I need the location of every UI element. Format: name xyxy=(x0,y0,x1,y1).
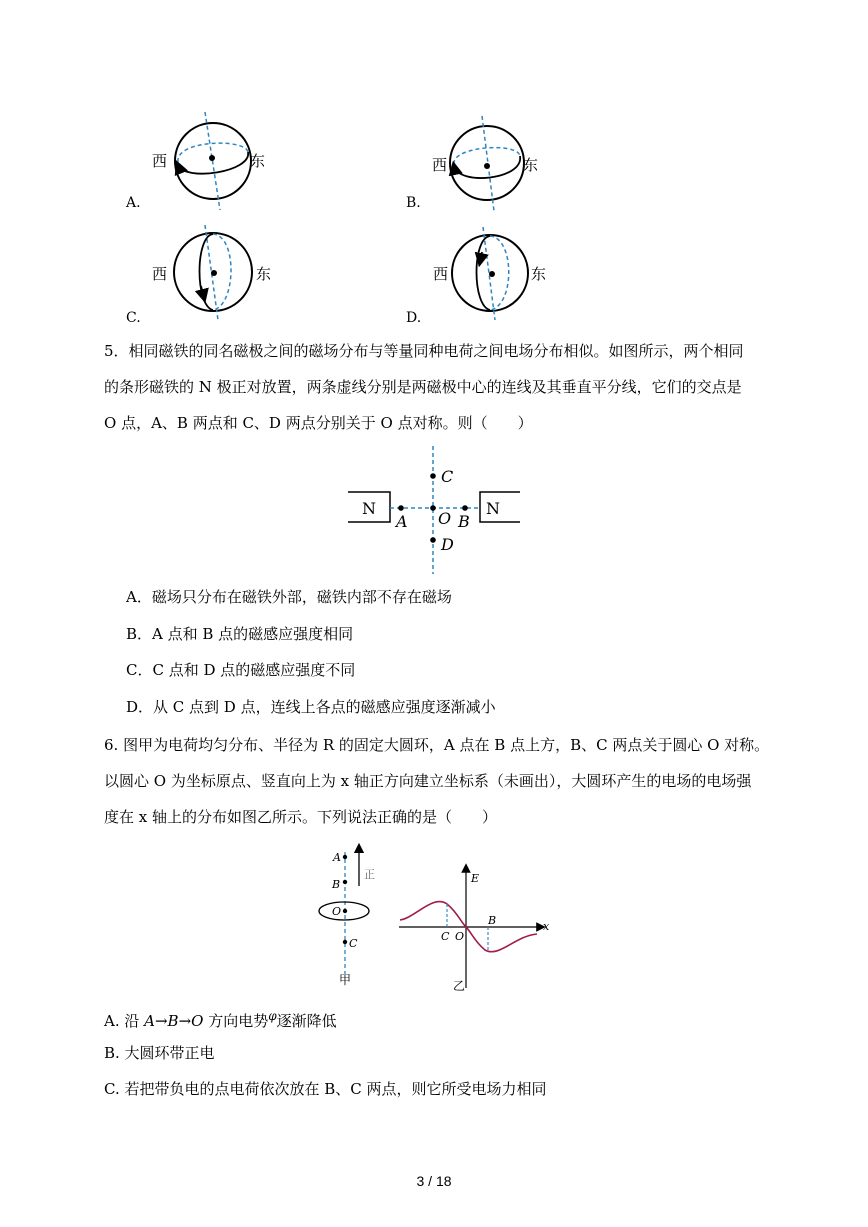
q6-option-a-pre: A. 沿 xyxy=(104,1012,145,1030)
q6-yi-e: E xyxy=(471,872,480,885)
q5-left-magnet-n: N xyxy=(362,499,376,518)
q6-jia-b: B xyxy=(332,878,341,891)
q4-figures xyxy=(0,0,868,330)
q6-jia-a: A xyxy=(333,851,341,864)
q4-b-label: B. xyxy=(406,195,421,211)
q5-option-b: B．A 点和 B 点的磁感应强度相同 xyxy=(126,625,354,643)
q4-c-label: C. xyxy=(126,310,141,326)
q4-option-b-figure xyxy=(406,116,538,211)
q4-d-east: 东 xyxy=(531,265,547,283)
q6-yi-b: B xyxy=(488,914,497,927)
q5-option-a: A．磁场只分布在磁铁外部，磁铁内部不存在磁场 xyxy=(126,588,452,606)
q5-label-c: C xyxy=(441,467,454,486)
q6-option-a-post: 逐渐降低 xyxy=(276,1012,337,1030)
q6-yi-x: x xyxy=(543,920,550,933)
q5-label-b: B xyxy=(458,512,470,531)
q5-option-d: D．从 C 点到 D 点，连线上各点的磁感应强度逐渐减小 xyxy=(126,698,496,716)
q5-right-magnet-n: N xyxy=(486,499,500,518)
q5-label-d: D xyxy=(441,535,454,554)
q6-jia-caption: 甲 xyxy=(339,973,352,987)
q4-d-label: D. xyxy=(406,310,422,326)
q5-stem-line-1: 5．相同磁铁的同名磁极之间的磁场分布与等量同种电荷之间电场分布相似。如图所示，两个相同 xyxy=(104,342,744,360)
q6-jia-o: O xyxy=(332,905,342,918)
q4-option-a-figure xyxy=(125,112,265,211)
q6-option-a-path: A→B→O xyxy=(144,1012,204,1030)
q6-stem-line-2: 以圆心 O 为坐标原点、竖直向上为 x 轴正方向建立坐标系（未画出），大圆环产生的电场的电场强 xyxy=(104,772,752,790)
q6-option-b: B. 大圆环带正电 xyxy=(104,1044,215,1062)
q4-b-west: 西 xyxy=(432,156,448,174)
q5-stem-line-3: O 点，A、B 两点和 C、D 两点分别关于 O 点对称。则（ ） xyxy=(104,414,533,432)
q5-option-c: C．C 点和 D 点的磁感应强度不同 xyxy=(126,661,356,679)
q4-a-label: A. xyxy=(126,195,141,211)
q6-figure-yi xyxy=(395,860,555,995)
q6-stem-line-1: 6. 图甲为电荷均匀分布、半径为 R 的固定大圆环，A 点在 B 点上方，B、C 两点关于圆心 O 对称。 xyxy=(104,736,770,754)
q5-label-a: A xyxy=(396,512,408,531)
q6-option-a-phi: φ xyxy=(268,1009,277,1023)
q4-option-d-figure xyxy=(406,227,546,326)
q6-yi-o: O xyxy=(455,930,465,943)
q6-option-c: C. 若把带负电的点电荷依次放在 B、C 两点，则它所受电场力相同 xyxy=(104,1080,547,1098)
q6-option-a xyxy=(104,1005,337,1032)
q6-jia-arrow-label: 正 xyxy=(364,868,375,881)
page-number: 3 / 18 xyxy=(416,1173,452,1189)
q4-a-west: 西 xyxy=(152,152,168,170)
q6-yi-caption: 乙 xyxy=(453,979,466,993)
q4-option-c-figure xyxy=(126,225,271,326)
q6-option-a-mid: 方向电势 xyxy=(203,1012,269,1030)
q5-stem-line-2: 的条形磁铁的 N 极正对放置，两条虚线分别是两磁极中心的连线及其垂直平分线，它们的交点是 xyxy=(104,378,742,396)
q4-b-east: 东 xyxy=(523,156,539,174)
q6-stem-line-3: 度在 x 轴上的分布如图乙所示。下列说法正确的是（ ） xyxy=(104,808,497,826)
q4-c-west: 西 xyxy=(152,265,168,283)
q5-magnet-figure xyxy=(340,440,530,580)
q6-jia-c: C xyxy=(349,937,358,950)
q5-label-o: O xyxy=(438,509,452,528)
q6-figure-jia xyxy=(310,842,380,987)
q4-c-east: 东 xyxy=(256,265,272,283)
q4-d-west: 西 xyxy=(433,265,449,283)
q6-yi-c: C xyxy=(441,930,450,943)
q4-a-east: 东 xyxy=(250,152,266,170)
